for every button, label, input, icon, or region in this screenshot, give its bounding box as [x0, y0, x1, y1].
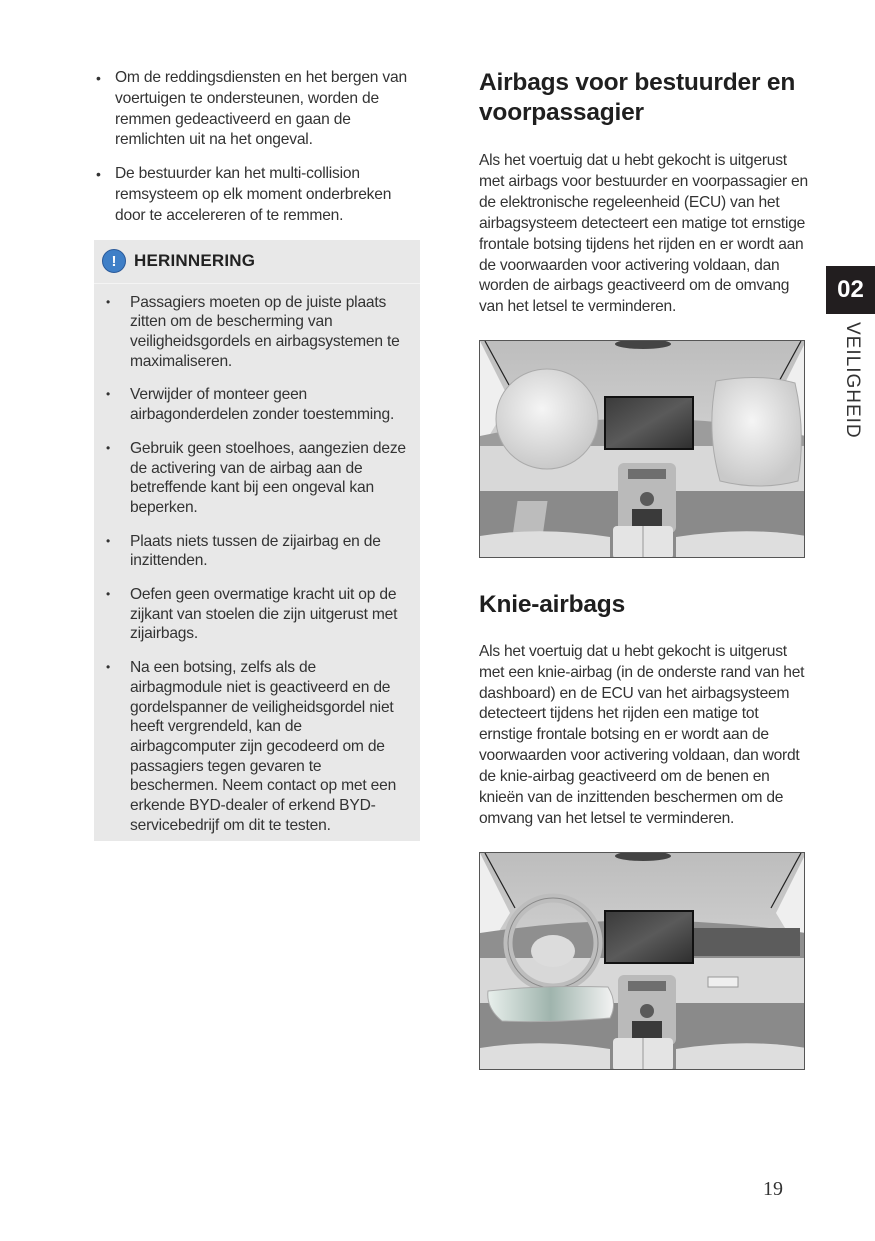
list-item: • Plaats niets tussen de zijairbag en de inzittenden. — [106, 532, 381, 570]
car-interior-front-airbags-icon — [480, 341, 805, 558]
front-airbags-illustration — [479, 340, 805, 558]
bullet-icon: • — [106, 660, 111, 675]
bullet-icon: • — [96, 166, 101, 183]
list-item: • Na een botsing, zelfs als de airbagmodule niet is geactiveerd en de gordelspanner de veiligheidsgordel niet heeft vergrendeld, kan de airbagcomputer zijn gecodeerd om de passagiers tegen gevaren te beschermen. Neem contact op met een erkende BYD-dealer of erkend BYD-servicebedrijf om dit te testen. — [106, 659, 397, 834]
chapter-number-tab: 02 — [826, 266, 875, 314]
list-item: • Om de reddingsdiensten en het bergen van voertuigen te ondersteunen, worden de remmen gedeactiveerd en gaan de remlichten uit na het ongeval. — [96, 69, 407, 149]
list-item: • Verwijder of monteer geen airbagonderdelen zonder toestemming. — [106, 386, 395, 424]
section-body-front-airbags: Als het voertuig dat u hebt gekocht is uitgerust met airbags voor bestuurder en voorpassagier en de elektronische regeleenheid (ECU) van het airbagsysteem detecteert een matige tot ernstige frontale botsing tijdens het rijden en er wordt aan de voorwaarden voor activering voldaan, dan worden de airbags geactiveerd om de omvang van het letsel te verminderen. — [479, 152, 808, 316]
right-column — [479, 68, 809, 1070]
bullet-icon: • — [106, 387, 111, 402]
section-title-knee-airbags: Knie-airbags — [479, 591, 625, 619]
list-item: • Gebruik geen stoelhoes, aangezien deze de activering van de airbag aan de betreffende kant bij een ongeval kan beperken. — [106, 439, 406, 516]
intro-bullet-list — [94, 68, 424, 227]
bullet-icon: • — [106, 440, 111, 455]
exclamation-circle-icon: ! — [102, 249, 126, 273]
bullet-icon: • — [96, 70, 101, 86]
reminder-title: HERINNERING — [134, 251, 256, 271]
reminder-list — [94, 284, 420, 836]
list-item: • Passagiers moeten op de juiste plaats zitten om de bescherming van veiligheidsgordels en airbagsystemen te maximaliseren. — [106, 293, 400, 370]
knee-airbag-illustration — [479, 852, 805, 1070]
reminder-header — [94, 240, 420, 284]
page-number: 19 — [763, 1178, 783, 1200]
bullet-icon: • — [106, 294, 111, 309]
left-column — [94, 68, 424, 841]
bullet-icon: • — [106, 533, 111, 548]
car-interior-knee-airbag-icon — [480, 853, 805, 1070]
bullet-icon: • — [106, 587, 111, 602]
list-item: • De bestuurder kan het multi-collision remsysteem op elk moment onderbreken door te accelereren of te remmen. — [96, 165, 392, 224]
reminder-box — [94, 240, 420, 842]
chapter-label: VEILIGHEID — [842, 322, 863, 439]
list-item: • Oefen geen overmatige kracht uit op de zijkant van stoelen die zijn uitgerust met zijairbags. — [106, 586, 398, 643]
section-body-knee-airbags: Als het voertuig dat u hebt gekocht is uitgerust met een knie-airbag (in de onderste rand van het dashboard) en de ECU van het airbagsysteem detecteert tijdens het rijden een matige tot ernstige frontale botsing en er wordt aan de voorwaarden voor activering voldaan, dan wordt de knie-airbag geactiveerd om de benen en knieën van de inzittenden beschermen om de omvang van het letsel te verminderen. — [479, 642, 805, 827]
section-title-front-airbags: Airbags voor bestuurder en voorpassagier — [479, 69, 796, 126]
